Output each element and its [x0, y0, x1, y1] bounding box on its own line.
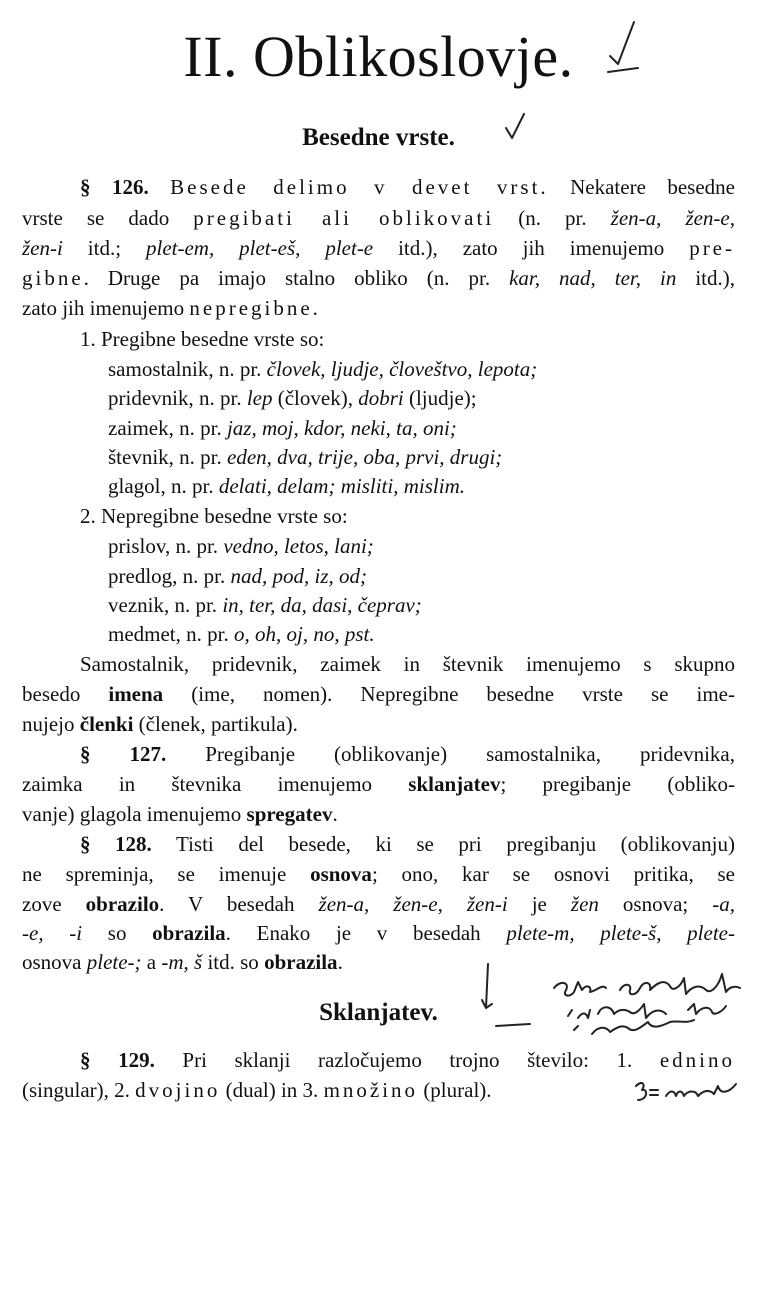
p126-spaced-term: nepregibne	[189, 296, 313, 320]
summary-term: členki	[79, 712, 134, 736]
list2-item	[108, 531, 735, 561]
summary-line-3	[22, 709, 735, 739]
p129-text: (dual) in 3.	[220, 1078, 324, 1102]
p128-example: plete-;	[86, 950, 142, 974]
list-label: samostalnik, n. pr.	[108, 357, 267, 381]
p129-spaced-term: množino	[323, 1078, 419, 1102]
p126-text: Nekatere besedne	[548, 175, 735, 199]
p127-line-1	[80, 739, 735, 769]
list1-item	[108, 471, 735, 501]
list-label: zaimek, n. pr.	[108, 416, 227, 440]
p126-text: itd.), zato jih imenujemo	[373, 236, 690, 260]
p129-spaced-term: ednino	[659, 1048, 735, 1072]
p128-text: Tisti del besede, ki se pri pregibanju (oblikovanju)	[151, 832, 735, 856]
p126-spaced-term: gibne	[22, 266, 84, 290]
p126-text: Besede delimo v devet vrst.	[170, 175, 549, 199]
p128-line-3	[22, 889, 735, 919]
summary-term: imena	[108, 682, 164, 706]
list1-item	[108, 413, 735, 443]
list-text: (ljudje);	[403, 386, 477, 410]
p129-text: (plural).	[418, 1078, 492, 1102]
p128-text: ne spreminja, se imenuje	[22, 862, 311, 886]
list1-item	[108, 442, 735, 472]
p127-text: vanje) glagola imenujemo	[22, 802, 247, 826]
p126-text: .	[312, 296, 318, 320]
p128-text: a	[141, 950, 162, 974]
p128-term: obrazila	[264, 950, 338, 974]
p126-spaced-term: pre-	[689, 236, 735, 260]
p126-text: . Druge pa imajo stalno obliko (n. pr.	[83, 266, 510, 290]
p127-number: § 127.	[80, 742, 167, 766]
section-title: Besedne vrste.	[302, 124, 455, 151]
list-examples: nad, pod, iz, od;	[230, 564, 367, 588]
p127-text: ; pregibanje (obliko-	[500, 772, 735, 796]
chapter-title: II. Oblikoslovje.	[183, 24, 574, 89]
p128-text: . Enako je v besedah	[225, 921, 507, 945]
list1-item	[108, 354, 735, 384]
summary-line-2	[22, 679, 735, 709]
p128-term: obrazila	[152, 921, 226, 945]
p128-example: žen-a, žen-e, žen-i	[318, 892, 508, 916]
list-label: prislov, n. pr.	[108, 534, 224, 558]
p129-line-1	[80, 1045, 735, 1075]
list-label: števnik, n. pr.	[108, 445, 227, 469]
p128-example: -e, -i	[22, 921, 83, 945]
list-examples: o, oh, oj, no, pst.	[233, 622, 375, 646]
p128-text: so	[82, 921, 153, 945]
p128-text: osnova;	[598, 892, 713, 916]
p129-number: § 129.	[80, 1048, 155, 1072]
list2-heading: 2. Nepregibne besedne vrste so:	[80, 504, 348, 528]
p126-text: vrste se dado	[22, 206, 194, 230]
p128-text: itd. so	[202, 950, 265, 974]
p129-line-2	[22, 1075, 622, 1105]
p126-number: § 126.	[80, 175, 149, 199]
list-label: glagol, n. pr.	[108, 474, 219, 498]
list-label: veznik, n. pr.	[108, 593, 223, 617]
list-examples: lep	[246, 386, 273, 410]
p128-example: -a,	[712, 892, 735, 916]
list2-item	[108, 561, 735, 591]
p128-line-4	[22, 918, 735, 948]
list2-item	[108, 619, 735, 649]
p128-text: ; ono, kar se osnovi pritika, se	[371, 862, 735, 886]
p128-example: -m, š	[161, 950, 203, 974]
p127-term: spregatev	[246, 802, 333, 826]
sklanjatev-heading: Sklanjatev.	[319, 999, 438, 1026]
list-examples: vedno, letos, lani;	[223, 534, 374, 558]
p126-example: plet-em, plet-eš, plet-e	[145, 236, 374, 260]
p128-text: je	[507, 892, 571, 916]
p129-text: Pri sklanji razločujemo trojno število: 1.	[154, 1048, 660, 1072]
list1-heading: 1. Pregibne besedne vrste so:	[80, 327, 325, 351]
p126-example: žen-i	[22, 236, 63, 260]
p127-line-2	[22, 769, 735, 799]
p126-line-2	[22, 203, 735, 233]
summary-text: (členek, partikula).	[133, 712, 298, 736]
p126-line-5	[22, 293, 735, 323]
p126-spaced-term: pregibati ali oblikovati	[193, 206, 495, 230]
p127-text: zaimka in števnika imenujemo	[22, 772, 409, 796]
p128-term: osnova	[310, 862, 372, 886]
p126-text: (n. pr.	[494, 206, 611, 230]
p127-text: .	[332, 802, 338, 826]
handwritten-note-margin	[632, 1078, 742, 1108]
p126-line-1	[80, 172, 735, 202]
p126-example: kar, nad, ter, in	[509, 266, 677, 290]
p126-text: zato jih imenujemo	[22, 296, 190, 320]
list-examples: človek, ljudje, človeštvo, lepota;	[266, 357, 538, 381]
summary-text: besedo	[22, 682, 109, 706]
p128-line-5	[22, 947, 735, 977]
p127-text: Pregibanje (oblikovanje) samostalnika, pridevnika,	[166, 742, 735, 766]
list-label: predlog, n. pr.	[108, 564, 231, 588]
summary-line-1: Samostalnik, pridevnik, zaimek in števnik imenujemo s skupno	[80, 652, 735, 676]
p127-line-3	[22, 799, 735, 829]
list-examples: delati, delam; misliti, mislim.	[218, 474, 465, 498]
p128-example: žen	[570, 892, 599, 916]
p129-spaced-term: dvojino	[135, 1078, 221, 1102]
summary-text: (ime, nomen). Nepregibne besedne vrste se ime-	[163, 682, 735, 706]
p126-text: itd.;	[62, 236, 146, 260]
p128-text: . V besedah	[159, 892, 319, 916]
list-label: pridevnik, n. pr.	[108, 386, 247, 410]
p129-text: (singular), 2.	[22, 1078, 136, 1102]
list2-item	[108, 590, 735, 620]
list1-item	[108, 383, 735, 413]
list-examples: in, ter, da, dasi, čeprav;	[222, 593, 422, 617]
p128-text: .	[337, 950, 343, 974]
list-text: (človek),	[272, 386, 359, 410]
summary-text: nujejo	[22, 712, 80, 736]
p126-text: itd.),	[676, 266, 735, 290]
p128-text: zove	[22, 892, 86, 916]
p126-line-3	[22, 233, 735, 263]
list-examples: eden, dva, trije, oba, prvi, drugi;	[227, 445, 503, 469]
p128-text: osnova	[22, 950, 87, 974]
list-examples: dobri	[358, 386, 404, 410]
p126-line-4	[22, 263, 735, 293]
p128-number: § 128.	[80, 832, 152, 856]
p127-term: sklanjatev	[408, 772, 501, 796]
p126-example: žen-a, žen-e,	[610, 206, 735, 230]
list-examples: jaz, moj, kdor, neki, ta, oni;	[226, 416, 457, 440]
list-label: medmet, n. pr.	[108, 622, 234, 646]
p128-term: obrazilo	[85, 892, 160, 916]
p128-example: plete-m, plete-š, plete-	[506, 921, 735, 945]
p128-line-1	[80, 829, 735, 859]
p128-line-2	[22, 859, 735, 889]
